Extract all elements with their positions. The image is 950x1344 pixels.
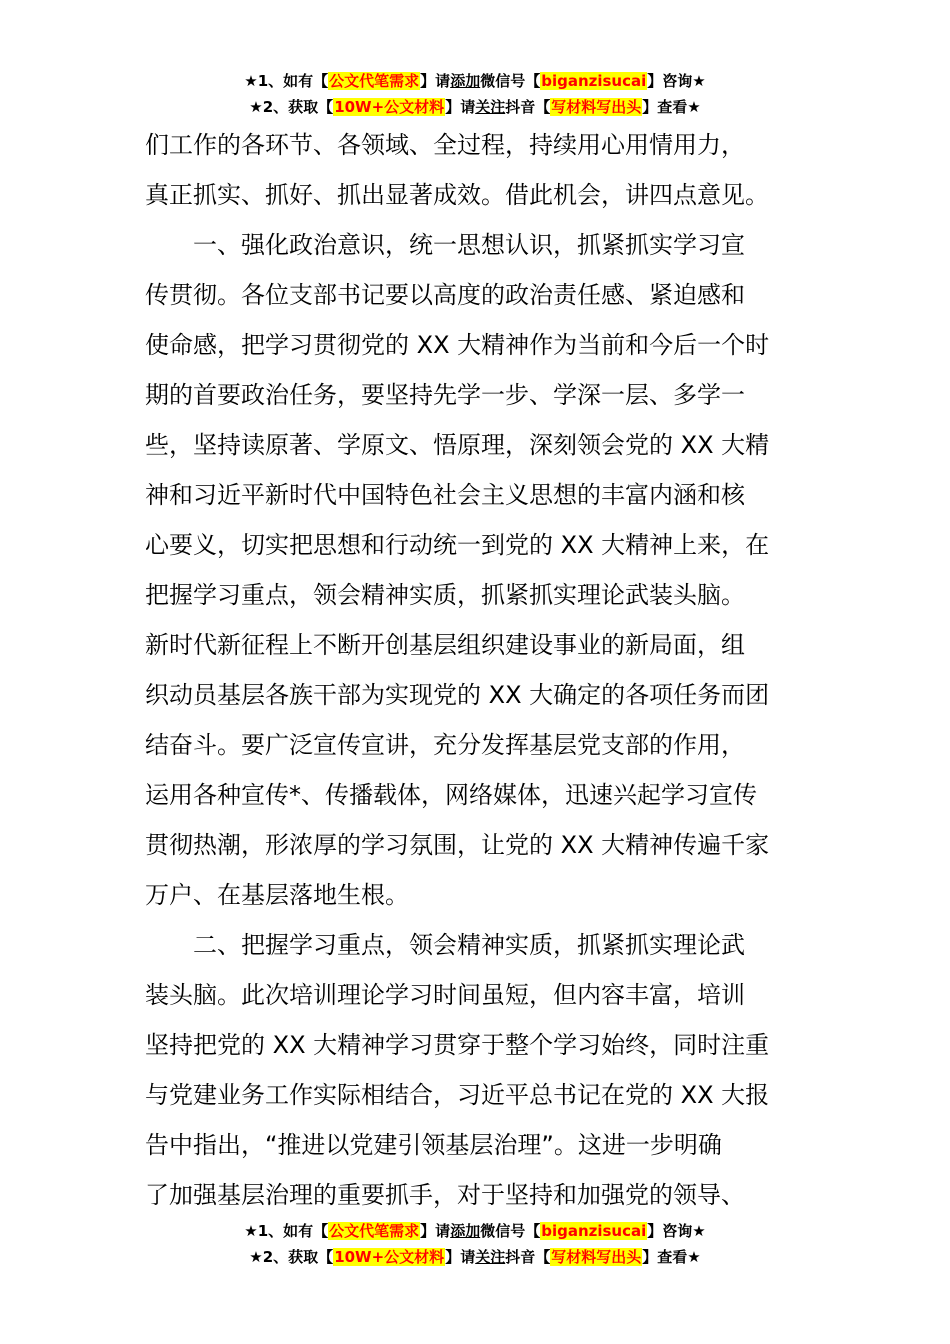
banner-text: 】请 <box>445 98 476 116</box>
banner-highlight: biganzisucai <box>541 1222 647 1240</box>
text-line: 传贯彻。各位支部书记要以高度的政治责任感、紧迫感和 <box>145 281 745 309</box>
banner-text: 抖音【 <box>505 98 551 116</box>
document-body <box>145 120 805 1220</box>
banner-highlight: 10W+公文材料 <box>334 1248 445 1266</box>
text-line: 与党建业务工作实际相结合，习近平总书记在党的 XX 大报 <box>145 1081 770 1109</box>
text-line: 运用各种宣传*、传播载体，网络媒体，迅速兴起学习宣传 <box>145 781 757 809</box>
text-line: 使命感，把学习贯彻党的 XX 大精神作为当前和今后一个时 <box>145 331 770 359</box>
banner-highlight: 公文代笔需求 <box>329 1222 420 1240</box>
text-line: 期的首要政治任务，要坚持先学一步、学深一层、多学一 <box>145 381 745 409</box>
text-line: 新时代新征程上不断开创基层组织建设事业的新局面，组 <box>145 631 745 659</box>
banner-highlight: 写材料写出头 <box>551 98 642 116</box>
banner-underlined-text: 关注 <box>475 98 506 116</box>
text-line: 结奋斗。要广泛宣传宣讲，充分发挥基层党支部的作用， <box>145 731 745 759</box>
banner-underlined-text: 关注 <box>475 1248 506 1266</box>
banner-text: 】咨询★ <box>647 72 706 90</box>
text-line: 装头脑。此次培训理论学习时间虽短，但内容丰富，培训 <box>145 981 745 1009</box>
banner-text: 微信号【 <box>480 1222 541 1240</box>
banner-text: 】请 <box>420 1222 451 1240</box>
text-line: 告中指出，“推进以党建引领基层治理”。这进一步明确 <box>145 1131 722 1159</box>
text-line: 些，坚持读原著、学原文、悟原理，深刻领会党的 XX 大精 <box>145 431 770 459</box>
section-heading-line: 二、把握学习重点，领会精神实质，抓紧抓实理论武 <box>193 931 745 959</box>
banner-text: 】请 <box>445 1248 476 1266</box>
banner-text: 】请 <box>420 72 451 90</box>
banner-text: 微信号【 <box>480 72 541 90</box>
text-line: 们工作的各环节、各领域、全过程，持续用心用情用力， <box>145 131 745 159</box>
banner-line-1 <box>0 68 950 94</box>
banner-line-2 <box>0 94 950 120</box>
text-line: 真正抓实、抓好、抓出显著成效。借此机会，讲四点意见。 <box>145 181 769 209</box>
banner-text: 】查看★ <box>642 98 701 116</box>
banner-highlight: 写材料写出头 <box>551 1248 642 1266</box>
banner-text: ★2、获取【 <box>249 1248 334 1266</box>
banner-line-1 <box>0 1218 950 1244</box>
text-line: 万户、在基层落地生根。 <box>145 881 409 909</box>
banner-highlight: 10W+公文材料 <box>334 98 445 116</box>
text-line: 把握学习重点，领会精神实质，抓紧抓实理论武装头脑。 <box>145 581 745 609</box>
text-line: 了加强基层治理的重要抓手，对于坚持和加强党的领导、 <box>145 1181 745 1209</box>
text-line: 织动员基层各族干部为实现党的 XX 大确定的各项任务而团 <box>145 681 770 709</box>
banner-highlight: 公文代笔需求 <box>329 72 420 90</box>
banner-text: ★2、获取【 <box>249 98 334 116</box>
banner-highlight: biganzisucai <box>541 72 647 90</box>
header-banner <box>0 68 950 120</box>
banner-text: ★1、如有【 <box>244 72 329 90</box>
text-line: 贯彻热潮，形浓厚的学习氛围，让党的 XX 大精神传遍千家 <box>145 831 770 859</box>
banner-text: ★1、如有【 <box>244 1222 329 1240</box>
banner-text: 】咨询★ <box>647 1222 706 1240</box>
section-heading-line: 一、强化政治意识，统一思想认识，抓紧抓实学习宣 <box>193 231 745 259</box>
text-line: 心要义，切实把思想和行动统一到党的 XX 大精神上来，在 <box>145 531 770 559</box>
banner-text: 】查看★ <box>642 1248 701 1266</box>
text-line: 坚持把党的 XX 大精神学习贯穿于整个学习始终，同时注重 <box>145 1031 770 1059</box>
banner-underlined-text: 添加 <box>450 1222 481 1240</box>
banner-line-2 <box>0 1244 950 1270</box>
text-line: 神和习近平新时代中国特色社会主义思想的丰富内涵和核 <box>145 481 745 509</box>
banner-text: 抖音【 <box>505 1248 551 1266</box>
banner-underlined-text: 添加 <box>450 72 481 90</box>
footer-banner <box>0 1218 950 1270</box>
